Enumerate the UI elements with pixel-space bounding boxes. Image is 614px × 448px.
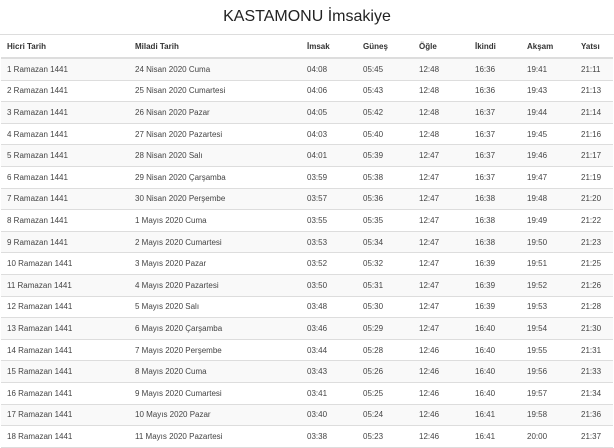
imsak-cell: 04:01 (301, 145, 357, 167)
table-body (1, 58, 613, 447)
gunes-cell: 05:34 (357, 231, 413, 253)
imsak-cell: 03:44 (301, 339, 357, 361)
aksam-cell: 19:57 (521, 382, 577, 404)
ikindi-cell: 16:39 (469, 253, 521, 275)
table-row (1, 166, 613, 188)
ikindi-cell: 16:38 (469, 210, 521, 232)
table-row (1, 296, 613, 318)
imsak-cell: 04:06 (301, 80, 357, 102)
hicri-tarih-cell: 10 Ramazan 1441 (1, 253, 129, 275)
imsak-cell: 03:46 (301, 318, 357, 340)
ogle-cell: 12:47 (413, 188, 469, 210)
ikindi-cell: 16:36 (469, 58, 521, 80)
ikindi-cell: 16:37 (469, 123, 521, 145)
imsak-cell: 03:48 (301, 296, 357, 318)
hicri-tarih-cell: 6 Ramazan 1441 (1, 166, 129, 188)
ogle-cell: 12:47 (413, 231, 469, 253)
table-row (1, 188, 613, 210)
table-row (1, 253, 613, 275)
ikindi-cell: 16:38 (469, 231, 521, 253)
ogle-cell: 12:48 (413, 102, 469, 124)
yatsi-cell: 21:26 (577, 274, 613, 296)
ogle-cell: 12:47 (413, 274, 469, 296)
ikindi-cell: 16:41 (469, 404, 521, 426)
table-row (1, 231, 613, 253)
miladi-tarih-cell: 24 Nisan 2020 Cuma (129, 58, 301, 80)
yatsi-cell: 21:36 (577, 404, 613, 426)
miladi-tarih-cell: 5 Mayıs 2020 Salı (129, 296, 301, 318)
ogle-cell: 12:47 (413, 210, 469, 232)
ikindi-cell: 16:40 (469, 382, 521, 404)
header-gunes: Güneş (357, 35, 413, 58)
imsak-cell: 04:08 (301, 58, 357, 80)
imsak-cell: 04:05 (301, 102, 357, 124)
imsak-cell: 03:43 (301, 361, 357, 383)
aksam-cell: 19:56 (521, 361, 577, 383)
table-row (1, 123, 613, 145)
yatsi-cell: 21:31 (577, 339, 613, 361)
table-header-row (1, 35, 613, 58)
miladi-tarih-cell: 4 Mayıs 2020 Pazartesi (129, 274, 301, 296)
aksam-cell: 19:58 (521, 404, 577, 426)
imsakiye-table (1, 35, 613, 448)
miladi-tarih-cell: 29 Nisan 2020 Çarşamba (129, 166, 301, 188)
yatsi-cell: 21:13 (577, 80, 613, 102)
ikindi-cell: 16:37 (469, 102, 521, 124)
aksam-cell: 19:47 (521, 166, 577, 188)
gunes-cell: 05:39 (357, 145, 413, 167)
gunes-cell: 05:31 (357, 274, 413, 296)
hicri-tarih-cell: 12 Ramazan 1441 (1, 296, 129, 318)
ogle-cell: 12:47 (413, 318, 469, 340)
gunes-cell: 05:23 (357, 426, 413, 448)
ogle-cell: 12:46 (413, 361, 469, 383)
imsak-cell: 03:40 (301, 404, 357, 426)
ikindi-cell: 16:38 (469, 188, 521, 210)
miladi-tarih-cell: 1 Mayıs 2020 Cuma (129, 210, 301, 232)
miladi-tarih-cell: 27 Nisan 2020 Pazartesi (129, 123, 301, 145)
table-row (1, 361, 613, 383)
table-row (1, 80, 613, 102)
gunes-cell: 05:24 (357, 404, 413, 426)
hicri-tarih-cell: 8 Ramazan 1441 (1, 210, 129, 232)
header-miladi-tarih: Miladi Tarih (129, 35, 301, 58)
aksam-cell: 19:49 (521, 210, 577, 232)
imsak-cell: 03:52 (301, 253, 357, 275)
hicri-tarih-cell: 11 Ramazan 1441 (1, 274, 129, 296)
miladi-tarih-cell: 3 Mayıs 2020 Pazar (129, 253, 301, 275)
miladi-tarih-cell: 7 Mayıs 2020 Perşembe (129, 339, 301, 361)
gunes-cell: 05:29 (357, 318, 413, 340)
aksam-cell: 19:45 (521, 123, 577, 145)
header-hicri-tarih: Hicri Tarih (1, 35, 129, 58)
ogle-cell: 12:48 (413, 58, 469, 80)
table-row (1, 339, 613, 361)
yatsi-cell: 21:33 (577, 361, 613, 383)
gunes-cell: 05:42 (357, 102, 413, 124)
ogle-cell: 12:46 (413, 426, 469, 448)
table-row (1, 274, 613, 296)
hicri-tarih-cell: 7 Ramazan 1441 (1, 188, 129, 210)
hicri-tarih-cell: 14 Ramazan 1441 (1, 339, 129, 361)
miladi-tarih-cell: 6 Mayıs 2020 Çarşamba (129, 318, 301, 340)
yatsi-cell: 21:23 (577, 231, 613, 253)
imsak-cell: 03:53 (301, 231, 357, 253)
gunes-cell: 05:45 (357, 58, 413, 80)
header-aksam: Akşam (521, 35, 577, 58)
table-row (1, 58, 613, 80)
ikindi-cell: 16:36 (469, 80, 521, 102)
miladi-tarih-cell: 26 Nisan 2020 Pazar (129, 102, 301, 124)
aksam-cell: 19:50 (521, 231, 577, 253)
miladi-tarih-cell: 8 Mayıs 2020 Cuma (129, 361, 301, 383)
ikindi-cell: 16:37 (469, 145, 521, 167)
yatsi-cell: 21:30 (577, 318, 613, 340)
hicri-tarih-cell: 18 Ramazan 1441 (1, 426, 129, 448)
hicri-tarih-cell: 5 Ramazan 1441 (1, 145, 129, 167)
gunes-cell: 05:35 (357, 210, 413, 232)
miladi-tarih-cell: 28 Nisan 2020 Salı (129, 145, 301, 167)
header-ikindi: İkindi (469, 35, 521, 58)
ikindi-cell: 16:39 (469, 296, 521, 318)
yatsi-cell: 21:16 (577, 123, 613, 145)
ogle-cell: 12:46 (413, 404, 469, 426)
aksam-cell: 19:51 (521, 253, 577, 275)
table-row (1, 145, 613, 167)
imsak-cell: 03:55 (301, 210, 357, 232)
ikindi-cell: 16:40 (469, 318, 521, 340)
hicri-tarih-cell: 16 Ramazan 1441 (1, 382, 129, 404)
ogle-cell: 12:47 (413, 145, 469, 167)
ikindi-cell: 16:40 (469, 361, 521, 383)
yatsi-cell: 21:28 (577, 296, 613, 318)
imsak-cell: 03:41 (301, 382, 357, 404)
miladi-tarih-cell: 9 Mayıs 2020 Cumartesi (129, 382, 301, 404)
ikindi-cell: 16:37 (469, 166, 521, 188)
yatsi-cell: 21:20 (577, 188, 613, 210)
yatsi-cell: 21:11 (577, 58, 613, 80)
gunes-cell: 05:30 (357, 296, 413, 318)
miladi-tarih-cell: 2 Mayıs 2020 Cumartesi (129, 231, 301, 253)
header-ogle: Öğle (413, 35, 469, 58)
gunes-cell: 05:36 (357, 188, 413, 210)
hicri-tarih-cell: 4 Ramazan 1441 (1, 123, 129, 145)
yatsi-cell: 21:17 (577, 145, 613, 167)
yatsi-cell: 21:25 (577, 253, 613, 275)
hicri-tarih-cell: 17 Ramazan 1441 (1, 404, 129, 426)
imsak-cell: 03:57 (301, 188, 357, 210)
miladi-tarih-cell: 11 Mayıs 2020 Pazartesi (129, 426, 301, 448)
miladi-tarih-cell: 30 Nisan 2020 Perşembe (129, 188, 301, 210)
table-row (1, 382, 613, 404)
aksam-cell: 19:46 (521, 145, 577, 167)
yatsi-cell: 21:19 (577, 166, 613, 188)
aksam-cell: 19:44 (521, 102, 577, 124)
ogle-cell: 12:47 (413, 253, 469, 275)
ogle-cell: 12:48 (413, 123, 469, 145)
aksam-cell: 19:52 (521, 274, 577, 296)
aksam-cell: 19:54 (521, 318, 577, 340)
ogle-cell: 12:47 (413, 296, 469, 318)
imsak-cell: 03:59 (301, 166, 357, 188)
aksam-cell: 19:43 (521, 80, 577, 102)
header-imsak: İmsak (301, 35, 357, 58)
imsak-cell: 04:03 (301, 123, 357, 145)
ikindi-cell: 16:40 (469, 339, 521, 361)
hicri-tarih-cell: 13 Ramazan 1441 (1, 318, 129, 340)
yatsi-cell: 21:37 (577, 426, 613, 448)
miladi-tarih-cell: 25 Nisan 2020 Cumartesi (129, 80, 301, 102)
header-yatsi: Yatsı (577, 35, 613, 58)
ogle-cell: 12:47 (413, 166, 469, 188)
hicri-tarih-cell: 15 Ramazan 1441 (1, 361, 129, 383)
hicri-tarih-cell: 2 Ramazan 1441 (1, 80, 129, 102)
yatsi-cell: 21:14 (577, 102, 613, 124)
aksam-cell: 19:55 (521, 339, 577, 361)
page-title: KASTAMONU İmsakiye (0, 0, 614, 35)
gunes-cell: 05:28 (357, 339, 413, 361)
table-row (1, 426, 613, 448)
ogle-cell: 12:46 (413, 339, 469, 361)
ikindi-cell: 16:41 (469, 426, 521, 448)
gunes-cell: 05:38 (357, 166, 413, 188)
miladi-tarih-cell: 10 Mayıs 2020 Pazar (129, 404, 301, 426)
hicri-tarih-cell: 9 Ramazan 1441 (1, 231, 129, 253)
ogle-cell: 12:46 (413, 382, 469, 404)
ogle-cell: 12:48 (413, 80, 469, 102)
table-row (1, 318, 613, 340)
imsak-cell: 03:50 (301, 274, 357, 296)
table-row (1, 102, 613, 124)
gunes-cell: 05:25 (357, 382, 413, 404)
table-row (1, 210, 613, 232)
yatsi-cell: 21:34 (577, 382, 613, 404)
yatsi-cell: 21:22 (577, 210, 613, 232)
imsak-cell: 03:38 (301, 426, 357, 448)
aksam-cell: 19:53 (521, 296, 577, 318)
table-row (1, 404, 613, 426)
aksam-cell: 20:00 (521, 426, 577, 448)
ikindi-cell: 16:39 (469, 274, 521, 296)
hicri-tarih-cell: 1 Ramazan 1441 (1, 58, 129, 80)
gunes-cell: 05:40 (357, 123, 413, 145)
gunes-cell: 05:43 (357, 80, 413, 102)
aksam-cell: 19:48 (521, 188, 577, 210)
aksam-cell: 19:41 (521, 58, 577, 80)
gunes-cell: 05:26 (357, 361, 413, 383)
hicri-tarih-cell: 3 Ramazan 1441 (1, 102, 129, 124)
gunes-cell: 05:32 (357, 253, 413, 275)
